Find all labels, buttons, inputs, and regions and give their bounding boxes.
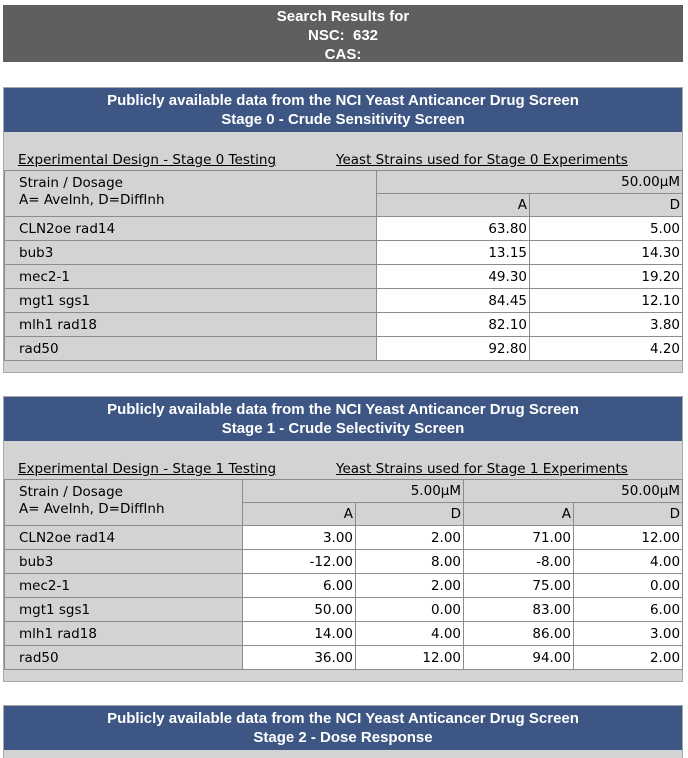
strain-cell: CLN2oe rad14	[5, 217, 377, 241]
legend-label: A= AveInh, D=DiffInh	[19, 192, 165, 208]
table-row	[5, 550, 683, 574]
table-row	[5, 313, 683, 337]
ave-inh-cell: 92.80	[377, 337, 530, 361]
ave-inh-cell: 50.00	[243, 598, 356, 622]
diff-inh-cell: 2.00	[574, 646, 683, 670]
stage1-strains-link[interactable]: Yeast Strains used for Stage 1 Experiments	[336, 461, 628, 477]
diff-inh-cell: 2.00	[356, 526, 464, 550]
strain-cell: mec2-1	[5, 574, 243, 598]
table-row	[5, 289, 683, 313]
diff-inh-cell: 12.00	[574, 526, 683, 550]
ave-inh-cell: 71.00	[464, 526, 574, 550]
stage2-section	[3, 705, 683, 758]
strain-cell: CLN2oe rad14	[5, 526, 243, 550]
stage2-title-line1: Publicly available data from the NCI Yeast Anticancer Drug Screen	[107, 710, 579, 727]
ave-inh-cell: 84.45	[377, 289, 530, 313]
stage2-title	[4, 706, 682, 750]
ave-inh-cell: -12.00	[243, 550, 356, 574]
stage1-links	[4, 441, 682, 479]
diff-inh-cell: 4.00	[574, 550, 683, 574]
strain-dosage-label: Strain / Dosage	[19, 175, 123, 191]
diff-inh-cell: 14.30	[530, 241, 683, 265]
stage2-title-line2: Stage 2 - Dose Response	[253, 729, 433, 746]
diff-inh-cell: 5.00	[530, 217, 683, 241]
col-d-header: D	[530, 194, 683, 217]
search-results-header	[3, 5, 683, 62]
stage1-section	[3, 396, 683, 682]
legend-label: A= AveInh, D=DiffInh	[19, 501, 165, 517]
diff-inh-cell: 0.00	[356, 598, 464, 622]
ave-inh-cell: 94.00	[464, 646, 574, 670]
diff-inh-cell: 0.00	[574, 574, 683, 598]
dose-header: 50.00µM	[377, 171, 683, 194]
stage0-title-line1: Publicly available data from the NCI Yeast Anticancer Drug Screen	[107, 92, 579, 109]
stage1-title	[4, 397, 682, 441]
stage1-table	[4, 479, 683, 670]
table-header-row	[5, 480, 683, 503]
ave-inh-cell: 86.00	[464, 622, 574, 646]
table-row	[5, 622, 683, 646]
diff-inh-cell: 6.00	[574, 598, 683, 622]
stage1-title-line1: Publicly available data from the NCI Yeast Anticancer Drug Screen	[107, 401, 579, 418]
ave-inh-cell: 49.30	[377, 265, 530, 289]
ave-inh-cell: 75.00	[464, 574, 574, 598]
strain-dosage-header	[5, 480, 243, 526]
stage0-title	[4, 88, 682, 132]
stage0-links	[4, 132, 682, 170]
diff-inh-cell: 19.20	[530, 265, 683, 289]
table-row	[5, 217, 683, 241]
col-d-header: D	[356, 503, 464, 526]
table-row	[5, 337, 683, 361]
stage0-table	[4, 170, 683, 361]
dose2-header: 50.00µM	[464, 480, 683, 503]
diff-inh-cell: 3.80	[530, 313, 683, 337]
diff-inh-cell: 12.00	[356, 646, 464, 670]
ave-inh-cell: 13.15	[377, 241, 530, 265]
col-a-header: A	[243, 503, 356, 526]
strain-dosage-label: Strain / Dosage	[19, 484, 123, 500]
stage0-design-link[interactable]: Experimental Design - Stage 0 Testing	[18, 152, 277, 168]
dose1-header: 5.00µM	[243, 480, 464, 503]
ave-inh-cell: 3.00	[243, 526, 356, 550]
strain-dosage-header	[5, 171, 377, 217]
diff-inh-cell: 12.10	[530, 289, 683, 313]
ave-inh-cell: 63.80	[377, 217, 530, 241]
ave-inh-cell: 6.00	[243, 574, 356, 598]
col-a-header: A	[464, 503, 574, 526]
strain-cell: bub3	[5, 241, 377, 265]
table-row	[5, 574, 683, 598]
ave-inh-cell: 82.10	[377, 313, 530, 337]
stage0-strains-link[interactable]: Yeast Strains used for Stage 0 Experiments	[336, 152, 628, 168]
table-row	[5, 265, 683, 289]
col-d-header: D	[574, 503, 683, 526]
strain-cell: mgt1 sgs1	[5, 289, 377, 313]
diff-inh-cell: 4.20	[530, 337, 683, 361]
table-row	[5, 646, 683, 670]
strain-cell: rad50	[5, 646, 243, 670]
table-row	[5, 598, 683, 622]
strain-cell: bub3	[5, 550, 243, 574]
table-row	[5, 241, 683, 265]
diff-inh-cell: 4.00	[356, 622, 464, 646]
strain-cell: mgt1 sgs1	[5, 598, 243, 622]
nsc-label: NSC: 632	[307, 27, 379, 44]
stage1-title-line2: Stage 1 - Crude Selectivity Screen	[221, 420, 465, 437]
ave-inh-cell: 14.00	[243, 622, 356, 646]
strain-cell: mlh1 rad18	[5, 622, 243, 646]
cas-label: CAS:	[324, 46, 362, 63]
table-row	[5, 526, 683, 550]
search-results-title: Search Results for	[276, 8, 410, 25]
stage1-design-link[interactable]: Experimental Design - Stage 1 Testing	[18, 461, 277, 477]
diff-inh-cell: 2.00	[356, 574, 464, 598]
ave-inh-cell: 83.00	[464, 598, 574, 622]
diff-inh-cell: 8.00	[356, 550, 464, 574]
stage0-section	[3, 87, 683, 373]
ave-inh-cell: -8.00	[464, 550, 574, 574]
ave-inh-cell: 36.00	[243, 646, 356, 670]
strain-cell: mlh1 rad18	[5, 313, 377, 337]
diff-inh-cell: 3.00	[574, 622, 683, 646]
table-header-row	[5, 171, 683, 194]
stage0-title-line2: Stage 0 - Crude Sensitivity Screen	[221, 111, 465, 128]
strain-cell: mec2-1	[5, 265, 377, 289]
strain-cell: rad50	[5, 337, 377, 361]
col-a-header: A	[377, 194, 530, 217]
